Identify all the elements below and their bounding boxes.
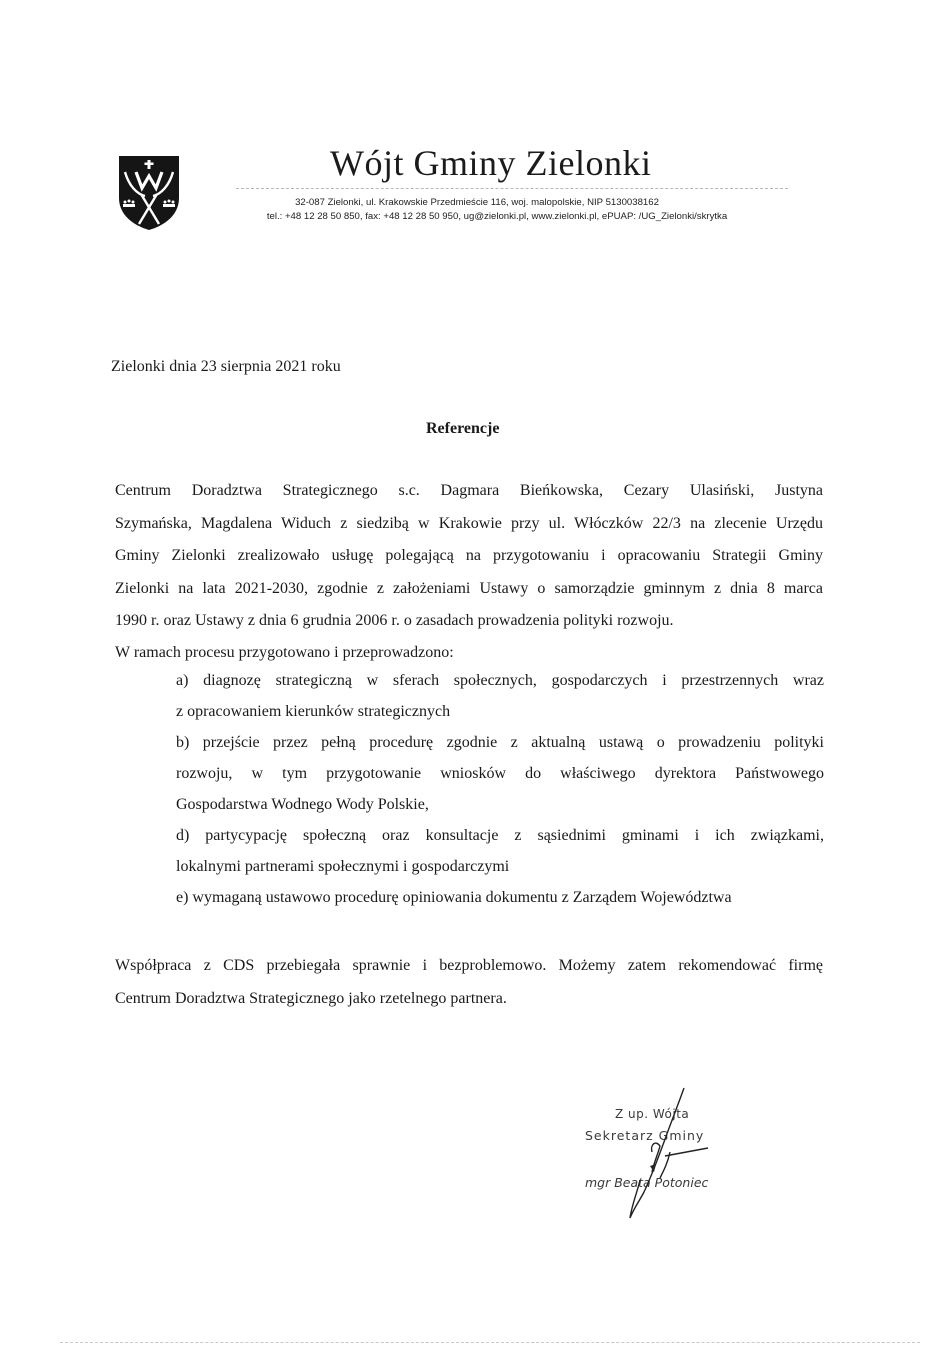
letterhead-divider: [236, 188, 788, 189]
list-item-line: a) diagnozę strategiczną w sferach społecznych, gospodarczych i przestrzennych wraz: [176, 672, 824, 689]
list-intro: W ramach procesu przygotowano i przeprowadzono:: [115, 644, 454, 661]
letter-date: Zielonki dnia 23 sierpnia 2021 roku: [111, 358, 341, 375]
letterhead-address: 32-087 Zielonki, ul. Krakowskie Przedmieście 116, woj. malopolskie, NIP 5130038162: [295, 197, 659, 208]
paragraph-line: Zielonki na lata 2021-2030, zgodnie z założeniami Ustawy o samorządzie gminnym z dnia 8 marca: [115, 579, 823, 597]
signature-on-behalf: Z up. Wójta: [615, 1107, 690, 1121]
paragraph-line: 1990 r. oraz Ustawy z dnia 6 grudnia 2006 r. o zasadach prowadzenia polityki rozwoju.: [115, 612, 674, 629]
handwritten-signature-icon: [560, 1080, 740, 1230]
list-item-line: Gospodarstwa Wodnego Wody Polskie,: [176, 796, 429, 813]
paragraph-line: Centrum Doradztwa Strategicznego jako rzetelnego partnera.: [115, 990, 507, 1007]
paragraph-main: [115, 475, 823, 638]
footer-divider: [60, 1342, 920, 1343]
list-item-line: rozwoju, w tym przygotowanie wniosków do właściwego dyrektora Państwowego: [176, 765, 824, 782]
coat-of-arms-icon: [117, 152, 181, 232]
list-item-line: z opracowaniem kierunków strategicznych: [176, 703, 451, 720]
signature-block: [560, 1080, 740, 1230]
letterhead-contact: tel.: +48 12 28 50 850, fax: +48 12 28 50 950, ug@zielonki.pl, www.zielonki.pl, ePUAP: /UG_Zielonki/skrytka: [266, 211, 728, 222]
paragraph-line: Gminy Zielonki zrealizowało usługę polegającą na przygotowaniu i opracowaniu Strategii Gminy: [115, 547, 823, 564]
signature-name: mgr Beata Potoniec: [585, 1175, 709, 1190]
list-item-line: e) wymaganą ustawowo procedurę opiniowania dokumentu z Zarządem Województwa: [176, 889, 732, 906]
paragraph-line: Centrum Doradztwa Strategicznego s.c. Dagmara Bieńkowska, Cezary Ulasiński, Justyna: [115, 482, 823, 499]
paragraph-line: Szymańska, Magdalena Widuch z siedzibą w Krakowie przy ul. Włóczków 22/3 na zlecenie Urzędu: [115, 514, 823, 532]
list-item-b: [176, 727, 824, 820]
list-item-line: lokalnymi partnerami społecznymi i gospodarczymi: [176, 858, 510, 875]
list-item-a: [176, 665, 824, 727]
list-item-e: [176, 882, 824, 913]
list-item-line: d) partycypację społeczną oraz konsultacje z sąsiednimi gminami i ich związkami,: [176, 827, 824, 844]
list-item-line: b) przejście przez pełną procedurę zgodnie z aktualną ustawą o prowadzeniu polityki: [176, 734, 824, 751]
list-item-d: [176, 820, 824, 882]
letter-subject: Referencje: [426, 420, 500, 437]
paragraph-recommendation: [115, 950, 823, 1016]
signature-role: Sekretarz Gminy: [585, 1128, 705, 1143]
paragraph-line: Współpraca z CDS przebiegała sprawnie i bezproblemowo. Możemy zatem rekomendować firmę: [115, 957, 823, 974]
scope-list: [176, 665, 824, 913]
letterhead-title: Wójt Gminy Zielonki: [330, 143, 652, 183]
